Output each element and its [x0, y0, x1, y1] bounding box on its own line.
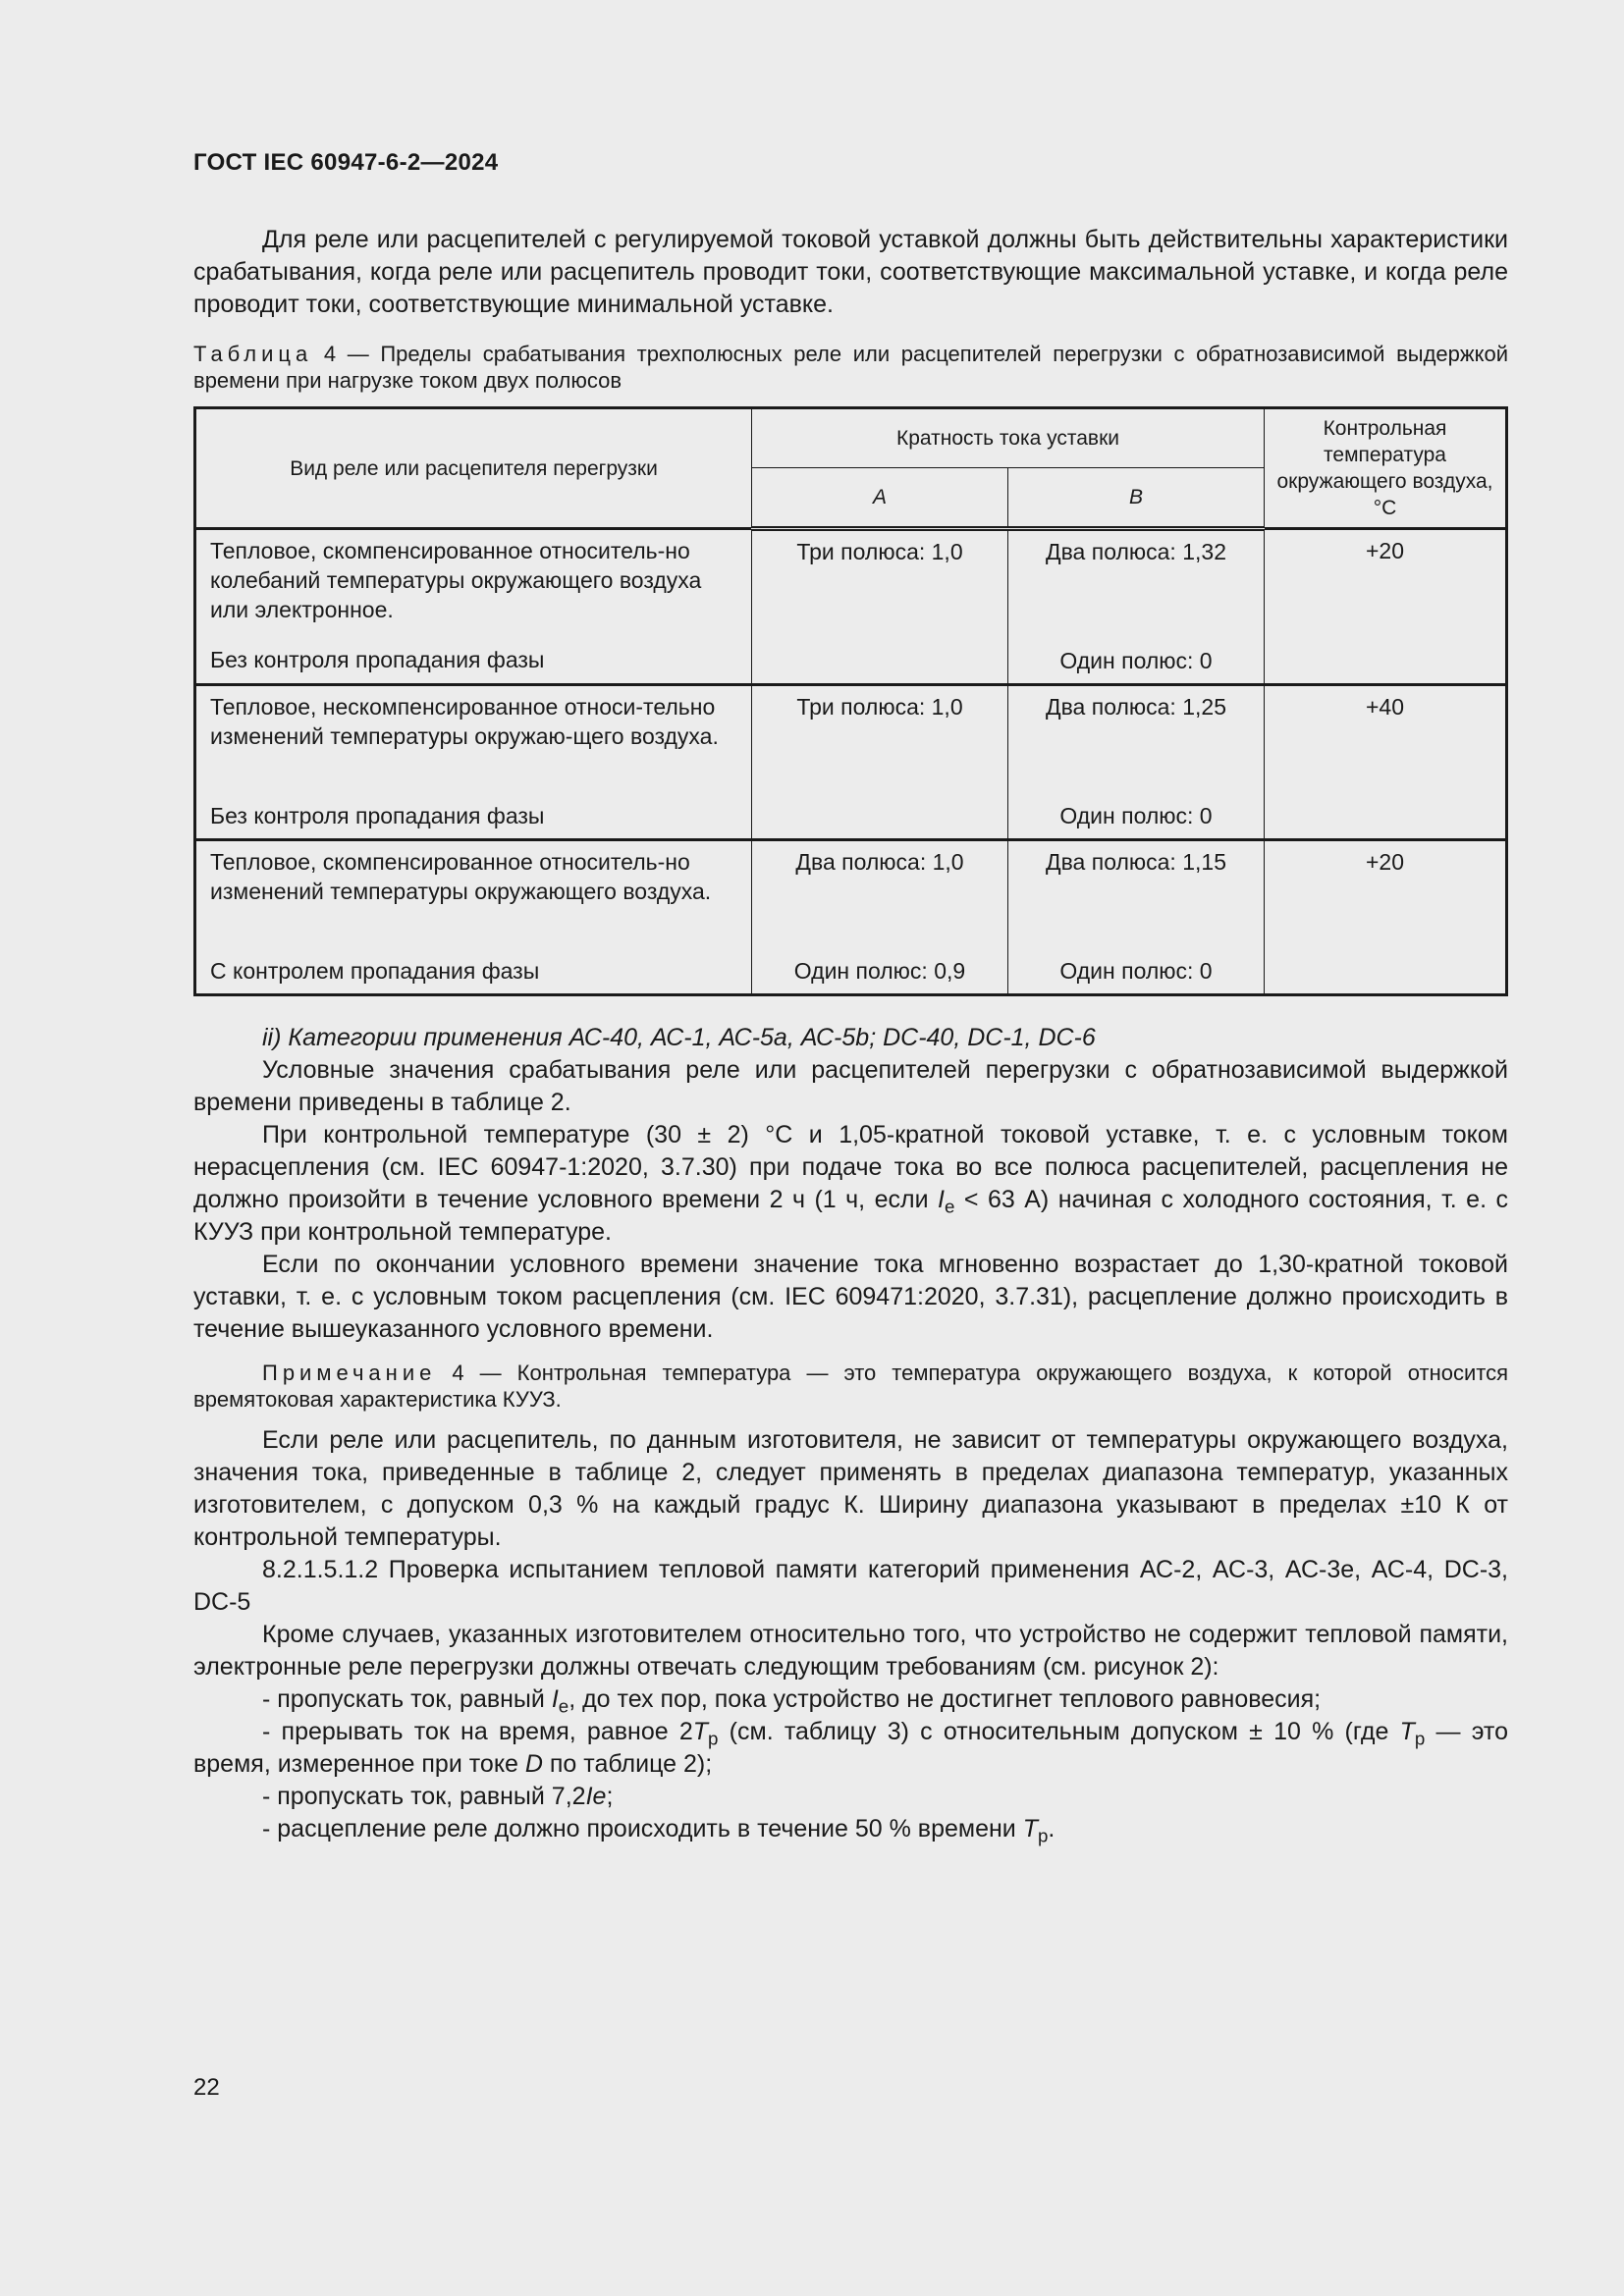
list-item [193, 1683, 1508, 1716]
list-item [193, 1813, 1508, 1845]
page-number: 22 [193, 2074, 220, 2101]
note-4 [193, 1360, 1508, 1413]
thermal-memory-paragraph: Кроме случаев, указанных изготовителем относительно того, что устройство не содержит тепловой памяти, электронные реле перегрузки должны отвечать следующим требованиям (см. рисунок 2): [193, 1621, 1508, 1681]
symbol-ie: Ie [585, 1783, 607, 1810]
row-b-bottom: Один полюс: 0 [1059, 803, 1213, 828]
intro-paragraph: Для реле или расцепителей с регулируемой токовой уставкой должны быть действительны характеристики срабатывания, когда реле или расцепитель проводит токи, соответствующие максимальной уставке, и когда реле проводит токи, соответствующие минимальной уставке. [193, 226, 1508, 318]
row-temp: +20 [1265, 840, 1507, 995]
caption-text: 4 — Пределы срабатывания трехполюсных реле или расцепителей перегрузки с обратнозависимой выдержкой времени при нагрузке током двух полюсов [193, 342, 1508, 393]
symbol-sub: p [1414, 1728, 1426, 1749]
row-temp: +20 [1265, 529, 1507, 685]
table-row [195, 685, 1507, 840]
row-b-top: Два полюса: 1,32 [1046, 539, 1226, 564]
b4-text: - расцепление реле должно происходить в течение 50 % времени [262, 1815, 1023, 1842]
table-4 [193, 406, 1508, 996]
row-b-top: Два полюса: 1,25 [1046, 694, 1226, 720]
row-a-top: Два полюса: 1,0 [795, 849, 964, 875]
row-a-top: Три полюса: 1,0 [796, 694, 963, 720]
row-a-bottom: Один полюс: 0,9 [793, 958, 966, 984]
note-label: Примечание [262, 1361, 437, 1385]
row-type: Тепловое, нескомпенсированное относи-тельно изменений температуры окружаю-щего воздуха. [210, 694, 719, 749]
row-type: Тепловое, скомпенсированное относитель-но колебаний температуры окружающего воздуха или электронное. [210, 538, 702, 622]
b3-text: - пропускать ток, равный 7,2 [262, 1783, 586, 1810]
p2-text: При контрольной температуре (30 ± 2) °С и 1,05-кратной токовой уставке, т. е. с условным током нерасцепления (см. IEC 60947-1:2020, 3.7.30) при подаче тока во все полюса расцепителей, расцепления не должно произойти в течение условного времени 2 ч (1 ч, если [193, 1121, 1508, 1213]
symbol-d: D [524, 1750, 543, 1778]
header-b: B [1008, 467, 1265, 528]
section-ii-p1: Условные значения срабатывания реле или расцепителей перегрузки с обратнозависимой выдержкой времени приведены в таблице 2. [193, 1056, 1508, 1116]
b2-text-mid2: — это время, измеренное при токе [193, 1718, 1509, 1778]
header-multiple: Кратность тока уставки [752, 408, 1265, 468]
symbol-sub: e [944, 1196, 955, 1217]
b2-text-after: по таблице 2); [542, 1750, 713, 1778]
table-caption [193, 341, 1508, 394]
symbol-sub: e [558, 1695, 569, 1717]
table-row [195, 529, 1507, 685]
b4-text-after: . [1048, 1815, 1056, 1842]
row-b-top: Два полюса: 1,15 [1046, 849, 1226, 875]
header-temp: Контрольная температура окружающего воздуха, °C [1265, 408, 1507, 529]
section-ii-heading: ii) Категории применения АС-40, АС-1, АС-5a, АС-5b; DC-40, DC-1, DC-6 [262, 1024, 1096, 1051]
list-item [193, 1781, 1508, 1813]
paragraph-after-note: Если реле или расцепитель, по данным изготовителя, не зависит от температуры окружающего воздуха, значения тока, приведенные в таблице 2, следует применять в пределах диапазона температур, указанных изготовителем, с допуском 0,3 % на каждый градус К. Ширину диапазона указывают в пределах ±10 К от контрольной температуры. [193, 1426, 1508, 1551]
row-type: Тепловое, скомпенсированное относитель-но изменений температуры окружающего воздуха. [210, 849, 712, 904]
document-header: ГОСТ IEC 60947-6-2—2024 [193, 149, 499, 176]
caption-label: Таблица [193, 342, 313, 366]
section-ii-p3: Если по окончании условного времени значение тока мгновенно возрастает до 1,30-кратной токовой уставки, т. е. с условным током расцепления (см. IEC 609471:2020, 3.7.31), расцепление должно происходить в течение вышеуказанного условного времени. [193, 1251, 1508, 1343]
symbol-sub: p [708, 1728, 719, 1749]
row-control: Без контроля пропадания фазы [210, 647, 545, 672]
clause-heading: 8.2.1.5.1.2 Проверка испытанием тепловой памяти категорий применения АС-2, АС-3, АС-3е, АС-4, DC-3, DC-5 [193, 1556, 1508, 1616]
row-control: Без контроля пропадания фазы [210, 803, 545, 828]
table-row [195, 840, 1507, 995]
row-b-bottom: Один полюс: 0 [1059, 958, 1213, 984]
row-temp: +40 [1265, 685, 1507, 840]
symbol-t: T [1022, 1815, 1038, 1842]
header-a: A [752, 467, 1008, 528]
symbol-sub: p [1037, 1825, 1049, 1846]
page-body [193, 224, 1508, 1845]
symbol-t: T [692, 1718, 709, 1745]
b1-text: - пропускать ток, равный [262, 1685, 552, 1713]
p2-text-after: < 63 А) начиная с холодного состояния, т. е. с КУУЗ при контрольной температуре. [193, 1186, 1508, 1246]
symbol-i: I [551, 1685, 559, 1713]
row-control: С контролем пропадания фазы [210, 958, 540, 984]
b2-text: - прерывать ток на время, равное 2 [262, 1718, 693, 1745]
symbol-t: T [1399, 1718, 1415, 1745]
row-b-bottom: Один полюс: 0 [1059, 648, 1213, 673]
row-a-top: Три полюса: 1,0 [796, 539, 963, 564]
b1-text-after: , до тех пор, пока устройство не достигнет теплового равновесия; [568, 1685, 1322, 1713]
b2-text-mid: (см. таблицу 3) с относительным допуском ± 10 % (где [718, 1718, 1400, 1745]
symbol-i: I [938, 1186, 945, 1213]
list-item [193, 1716, 1508, 1781]
b3-text-after: ; [606, 1783, 614, 1810]
note-text: 4 — Контрольная температура — это температура окружающего воздуха, к которой относится времятоковая характеристика КУУЗ. [193, 1361, 1508, 1412]
header-type: Вид реле или расцепителя перегрузки [195, 408, 752, 529]
section-ii-p2 [193, 1119, 1508, 1249]
